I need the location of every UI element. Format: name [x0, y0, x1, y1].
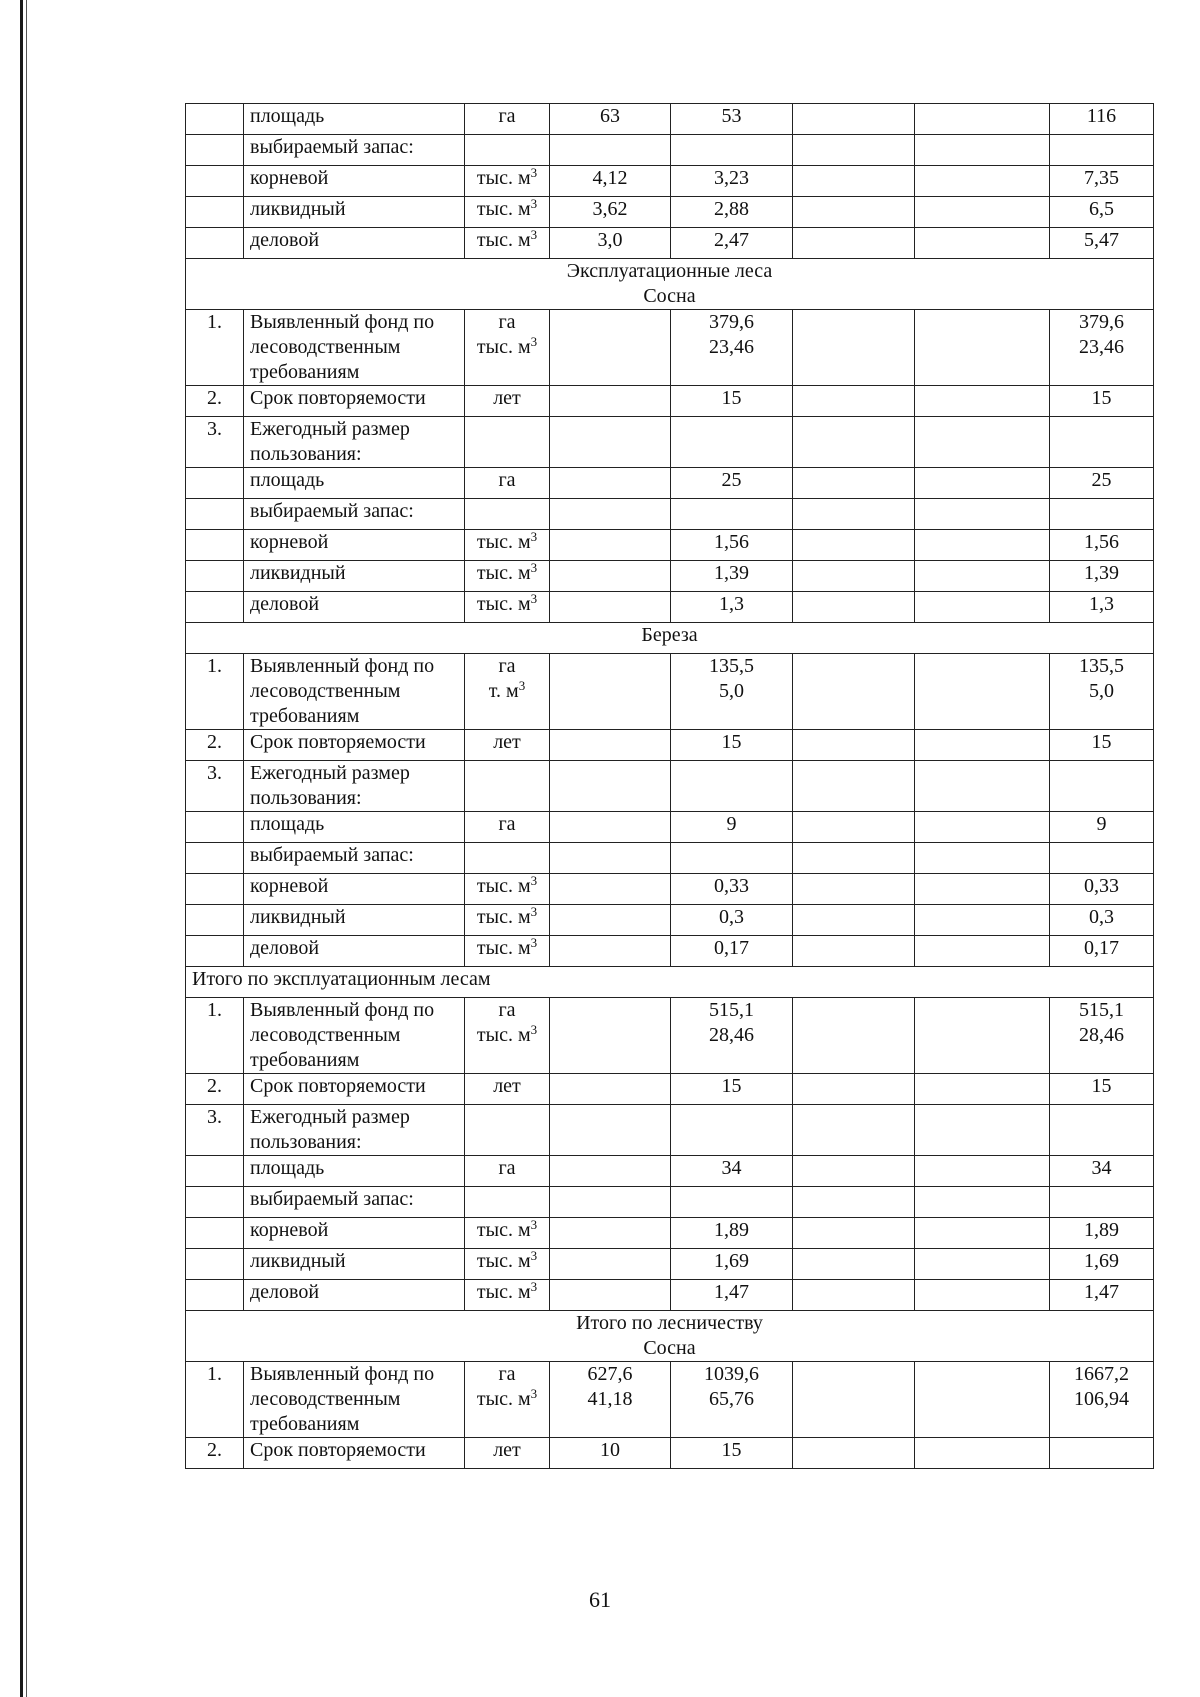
table-row: [186, 761, 1154, 812]
row-unit: [465, 417, 550, 468]
value-total: 116: [1050, 104, 1154, 135]
value-col2: 0,3: [671, 905, 793, 936]
row-name: корневой: [244, 874, 465, 905]
row-unit: [465, 761, 550, 812]
row-unit: тыс. $м^3$: [465, 874, 550, 905]
section-title: Итого по лесничеству: [576, 1312, 763, 1334]
value-col2: 0,17: [671, 936, 793, 967]
section-subtitle: Сосна: [643, 1337, 696, 1359]
row-number: 2.: [186, 386, 244, 417]
value-col1: 627,6 41,18: [550, 1362, 671, 1438]
value-total: 1,3: [1050, 592, 1154, 623]
value-col3: [793, 530, 915, 561]
row-name: деловой: [244, 592, 465, 623]
row-unit: лет: [465, 1438, 550, 1469]
value-col2: 25: [671, 468, 793, 499]
table-row: [186, 1249, 1154, 1280]
value-col3: [793, 1187, 915, 1218]
value-col1: [550, 1187, 671, 1218]
value-col3: [793, 936, 915, 967]
value-col4: [915, 499, 1050, 530]
value-col2: 15: [671, 1074, 793, 1105]
row-name: деловой: [244, 1280, 465, 1311]
row-name: деловой: [244, 936, 465, 967]
value-col1: [550, 499, 671, 530]
table-row: [186, 905, 1154, 936]
value-total: [1050, 761, 1154, 812]
row-number: [186, 104, 244, 135]
value-col1: [550, 1280, 671, 1311]
table-row: [186, 1187, 1154, 1218]
row-number: 1.: [186, 998, 244, 1074]
row-unit: га т. $м^3$: [465, 654, 550, 730]
row-number: [186, 1218, 244, 1249]
value-col4: [915, 310, 1050, 386]
row-number: [186, 592, 244, 623]
value-col2: 515,1 28,46: [671, 998, 793, 1074]
value-total: 1,47: [1050, 1280, 1154, 1311]
table-row: [186, 730, 1154, 761]
row-name: Срок повторяемости: [244, 1438, 465, 1469]
row-unit: [465, 1187, 550, 1218]
value-total: 5,47: [1050, 228, 1154, 259]
value-col1: [550, 561, 671, 592]
row-name: деловой: [244, 228, 465, 259]
section-header-row: [186, 259, 1154, 310]
value-col4: [915, 1074, 1050, 1105]
table-row: [186, 1362, 1154, 1438]
value-col3: [793, 310, 915, 386]
row-unit: га тыс. $м^3$: [465, 998, 550, 1074]
table-row: [186, 843, 1154, 874]
value-col3: [793, 905, 915, 936]
value-total: 9: [1050, 812, 1154, 843]
row-number: [186, 561, 244, 592]
value-col4: [915, 468, 1050, 499]
row-number: [186, 1249, 244, 1280]
value-col2: [671, 843, 793, 874]
value-col3: [793, 761, 915, 812]
value-col2: 15: [671, 1438, 793, 1469]
row-unit: лет: [465, 386, 550, 417]
row-name: корневой: [244, 166, 465, 197]
table-row: [186, 530, 1154, 561]
table-row: [186, 228, 1154, 259]
table-row: [186, 1074, 1154, 1105]
value-total: [1050, 499, 1154, 530]
value-col1: 3,62: [550, 197, 671, 228]
row-unit: тыс. $м^3$: [465, 1218, 550, 1249]
value-col1: [550, 812, 671, 843]
table-row: [186, 197, 1154, 228]
row-name: площадь: [244, 1156, 465, 1187]
row-unit: тыс. $м^3$: [465, 592, 550, 623]
row-unit: тыс. $м^3$: [465, 561, 550, 592]
row-number: [186, 812, 244, 843]
table-row: [186, 812, 1154, 843]
section-header: Береза: [186, 623, 1154, 654]
value-col3: [793, 1156, 915, 1187]
row-number: 1.: [186, 310, 244, 386]
table-row: [186, 654, 1154, 730]
table-row: [186, 874, 1154, 905]
row-number: [186, 905, 244, 936]
row-number: 3.: [186, 761, 244, 812]
value-total: 1,56: [1050, 530, 1154, 561]
value-col3: [793, 228, 915, 259]
row-unit: тыс. $м^3$: [465, 228, 550, 259]
table-row: [186, 1438, 1154, 1469]
value-col4: [915, 1105, 1050, 1156]
value-col4: [915, 874, 1050, 905]
value-col1: [550, 905, 671, 936]
value-col4: [915, 1249, 1050, 1280]
value-col2: 2,88: [671, 197, 793, 228]
value-col1: 10: [550, 1438, 671, 1469]
value-col3: [793, 1074, 915, 1105]
table-row: [186, 936, 1154, 967]
row-name: площадь: [244, 104, 465, 135]
row-name: выбираемый запас:: [244, 499, 465, 530]
value-col1: [550, 730, 671, 761]
value-total: 15: [1050, 386, 1154, 417]
value-col1: [550, 530, 671, 561]
value-col1: [550, 417, 671, 468]
table-row: [186, 561, 1154, 592]
row-unit: тыс. $м^3$: [465, 1280, 550, 1311]
value-total: 1667,2 106,94: [1050, 1362, 1154, 1438]
table-row: [186, 1280, 1154, 1311]
value-col4: [915, 730, 1050, 761]
value-col1: [550, 468, 671, 499]
value-col1: [550, 1074, 671, 1105]
value-col3: [793, 561, 915, 592]
section-header: [186, 259, 1154, 310]
row-unit: лет: [465, 1074, 550, 1105]
value-col4: [915, 561, 1050, 592]
value-col3: [793, 468, 915, 499]
row-number: [186, 843, 244, 874]
row-name: Выявленный фонд по лесоводственным требованиям: [244, 310, 465, 386]
row-number: 3.: [186, 1105, 244, 1156]
value-col3: [793, 1438, 915, 1469]
value-col2: [671, 417, 793, 468]
table-row: [186, 104, 1154, 135]
row-name: ликвидный: [244, 197, 465, 228]
value-col3: [793, 1362, 915, 1438]
section-header: Итого по эксплуатационным лесам: [186, 967, 1154, 998]
row-name: выбираемый запас:: [244, 843, 465, 874]
value-col1: [550, 1156, 671, 1187]
value-col2: [671, 1187, 793, 1218]
value-total: 15: [1050, 1074, 1154, 1105]
value-col1: [550, 1218, 671, 1249]
value-col2: [671, 499, 793, 530]
table-row: [186, 386, 1154, 417]
row-unit: га: [465, 468, 550, 499]
value-col1: [550, 936, 671, 967]
value-col1: [550, 135, 671, 166]
section-title: Эксплуатационные леса: [566, 260, 773, 282]
row-name: Ежегодный размер пользования:: [244, 761, 465, 812]
value-total: [1050, 1438, 1154, 1469]
row-number: 1.: [186, 1362, 244, 1438]
value-col1: [550, 761, 671, 812]
row-name: Срок повторяемости: [244, 1074, 465, 1105]
value-col4: [915, 197, 1050, 228]
value-total: 515,1 28,46: [1050, 998, 1154, 1074]
row-name: Ежегодный размер пользования:: [244, 1105, 465, 1156]
value-col3: [793, 812, 915, 843]
section-header-row: [186, 623, 1154, 654]
value-col3: [793, 998, 915, 1074]
row-unit: га: [465, 812, 550, 843]
value-col3: [793, 1218, 915, 1249]
value-total: 135,5 5,0: [1050, 654, 1154, 730]
section-header-row: [186, 1311, 1154, 1362]
value-total: 25: [1050, 468, 1154, 499]
value-col4: [915, 843, 1050, 874]
value-col4: [915, 417, 1050, 468]
value-total: 0,3: [1050, 905, 1154, 936]
value-total: 15: [1050, 730, 1154, 761]
value-col2: 1,69: [671, 1249, 793, 1280]
row-unit: тыс. $м^3$: [465, 905, 550, 936]
row-number: [186, 228, 244, 259]
value-col3: [793, 417, 915, 468]
value-col4: [915, 761, 1050, 812]
value-col4: [915, 592, 1050, 623]
row-name: Выявленный фонд по лесоводственным требованиям: [244, 998, 465, 1074]
value-col4: [915, 1218, 1050, 1249]
row-number: [186, 468, 244, 499]
row-name: площадь: [244, 812, 465, 843]
value-col2: [671, 135, 793, 166]
page-number: 61: [589, 1587, 611, 1612]
value-col4: [915, 998, 1050, 1074]
value-total: 0,17: [1050, 936, 1154, 967]
value-col4: [915, 228, 1050, 259]
value-total: [1050, 417, 1154, 468]
row-unit: тыс. $м^3$: [465, 197, 550, 228]
table-row: [186, 468, 1154, 499]
binding-margin-line-secondary: [26, 0, 27, 1697]
value-total: 34: [1050, 1156, 1154, 1187]
value-col4: [915, 1362, 1050, 1438]
value-col2: [671, 1105, 793, 1156]
value-col3: [793, 730, 915, 761]
row-unit: тыс. $м^3$: [465, 166, 550, 197]
table-row: [186, 1218, 1154, 1249]
row-unit: тыс. $м^3$: [465, 936, 550, 967]
row-unit: га тыс. $м^3$: [465, 310, 550, 386]
value-col1: [550, 1249, 671, 1280]
row-unit: лет: [465, 730, 550, 761]
table-row: [186, 310, 1154, 386]
value-col1: [550, 843, 671, 874]
row-unit: [465, 135, 550, 166]
row-number: 3.: [186, 417, 244, 468]
value-col1: [550, 998, 671, 1074]
value-total: 1,39: [1050, 561, 1154, 592]
value-col1: [550, 310, 671, 386]
value-col2: [671, 761, 793, 812]
section-header-row: [186, 967, 1154, 998]
section-subtitle: Сосна: [643, 285, 696, 307]
value-total: 7,35: [1050, 166, 1154, 197]
table-row: [186, 592, 1154, 623]
row-unit: га тыс. $м^3$: [465, 1362, 550, 1438]
value-col4: [915, 530, 1050, 561]
row-unit: [465, 499, 550, 530]
value-total: [1050, 135, 1154, 166]
row-number: [186, 1280, 244, 1311]
row-name: Выявленный фонд по лесоводственным требованиям: [244, 1362, 465, 1438]
table-row: [186, 166, 1154, 197]
value-col4: [915, 905, 1050, 936]
table-row: [186, 499, 1154, 530]
row-name: ликвидный: [244, 905, 465, 936]
row-number: [186, 166, 244, 197]
value-col2: 9: [671, 812, 793, 843]
row-name: выбираемый запас:: [244, 135, 465, 166]
value-col2: 135,5 5,0: [671, 654, 793, 730]
value-col1: [550, 386, 671, 417]
value-col1: [550, 592, 671, 623]
row-unit: [465, 843, 550, 874]
value-col1: 3,0: [550, 228, 671, 259]
value-col2: 53: [671, 104, 793, 135]
table-row: [186, 135, 1154, 166]
row-name: ликвидный: [244, 561, 465, 592]
value-col3: [793, 386, 915, 417]
row-name: выбираемый запас:: [244, 1187, 465, 1218]
value-col4: [915, 1156, 1050, 1187]
table-row: [186, 998, 1154, 1074]
value-col3: [793, 592, 915, 623]
value-col3: [793, 1280, 915, 1311]
value-total: 379,6 23,46: [1050, 310, 1154, 386]
value-col4: [915, 386, 1050, 417]
value-col4: [915, 1187, 1050, 1218]
value-col3: [793, 874, 915, 905]
row-number: [186, 874, 244, 905]
value-total: 6,5: [1050, 197, 1154, 228]
value-col2: 379,6 23,46: [671, 310, 793, 386]
value-col2: 1,89: [671, 1218, 793, 1249]
row-number: [186, 197, 244, 228]
row-number: 2.: [186, 1074, 244, 1105]
row-number: [186, 499, 244, 530]
value-col2: 1,56: [671, 530, 793, 561]
row-unit: га: [465, 104, 550, 135]
value-col3: [793, 654, 915, 730]
value-col2: 1,39: [671, 561, 793, 592]
forest-use-table: [185, 103, 1154, 1469]
value-total: 1,89: [1050, 1218, 1154, 1249]
value-col2: 2,47: [671, 228, 793, 259]
row-unit: [465, 1105, 550, 1156]
value-col1: [550, 654, 671, 730]
value-col1: 4,12: [550, 166, 671, 197]
value-col2: 15: [671, 730, 793, 761]
value-col2: 1039,6 65,76: [671, 1362, 793, 1438]
value-col3: [793, 166, 915, 197]
row-number: [186, 1156, 244, 1187]
value-col3: [793, 197, 915, 228]
value-col3: [793, 1249, 915, 1280]
row-name: корневой: [244, 1218, 465, 1249]
value-col3: [793, 843, 915, 874]
value-col3: [793, 104, 915, 135]
value-total: [1050, 843, 1154, 874]
row-number: [186, 936, 244, 967]
row-number: [186, 1187, 244, 1218]
value-col4: [915, 812, 1050, 843]
value-col2: 3,23: [671, 166, 793, 197]
value-total: 0,33: [1050, 874, 1154, 905]
row-name: корневой: [244, 530, 465, 561]
value-col4: [915, 654, 1050, 730]
binding-margin-line: [20, 0, 23, 1697]
table-row: [186, 1105, 1154, 1156]
section-header: [186, 1311, 1154, 1362]
row-name: Срок повторяемости: [244, 386, 465, 417]
row-name: площадь: [244, 468, 465, 499]
value-col2: 15: [671, 386, 793, 417]
value-col2: 0,33: [671, 874, 793, 905]
value-total: 1,69: [1050, 1249, 1154, 1280]
value-col4: [915, 936, 1050, 967]
row-name: Выявленный фонд по лесоводственным требованиям: [244, 654, 465, 730]
row-number: 2.: [186, 730, 244, 761]
value-col2: 34: [671, 1156, 793, 1187]
value-col4: [915, 104, 1050, 135]
value-col4: [915, 1280, 1050, 1311]
row-number: 1.: [186, 654, 244, 730]
value-col2: 1,3: [671, 592, 793, 623]
table-row: [186, 1156, 1154, 1187]
value-col4: [915, 135, 1050, 166]
value-col1: 63: [550, 104, 671, 135]
value-col3: [793, 135, 915, 166]
value-col2: 1,47: [671, 1280, 793, 1311]
row-unit: тыс. $м^3$: [465, 530, 550, 561]
row-number: 2.: [186, 1438, 244, 1469]
value-total: [1050, 1105, 1154, 1156]
row-name: Срок повторяемости: [244, 730, 465, 761]
value-col3: [793, 499, 915, 530]
value-col4: [915, 166, 1050, 197]
row-unit: тыс. $м^3$: [465, 1249, 550, 1280]
value-col1: [550, 1105, 671, 1156]
row-number: [186, 530, 244, 561]
value-col3: [793, 1105, 915, 1156]
value-total: [1050, 1187, 1154, 1218]
row-name: ликвидный: [244, 1249, 465, 1280]
value-col1: [550, 874, 671, 905]
table-row: [186, 417, 1154, 468]
row-number: [186, 135, 244, 166]
value-col4: [915, 1438, 1050, 1469]
row-name: Ежегодный размер пользования:: [244, 417, 465, 468]
row-unit: га: [465, 1156, 550, 1187]
